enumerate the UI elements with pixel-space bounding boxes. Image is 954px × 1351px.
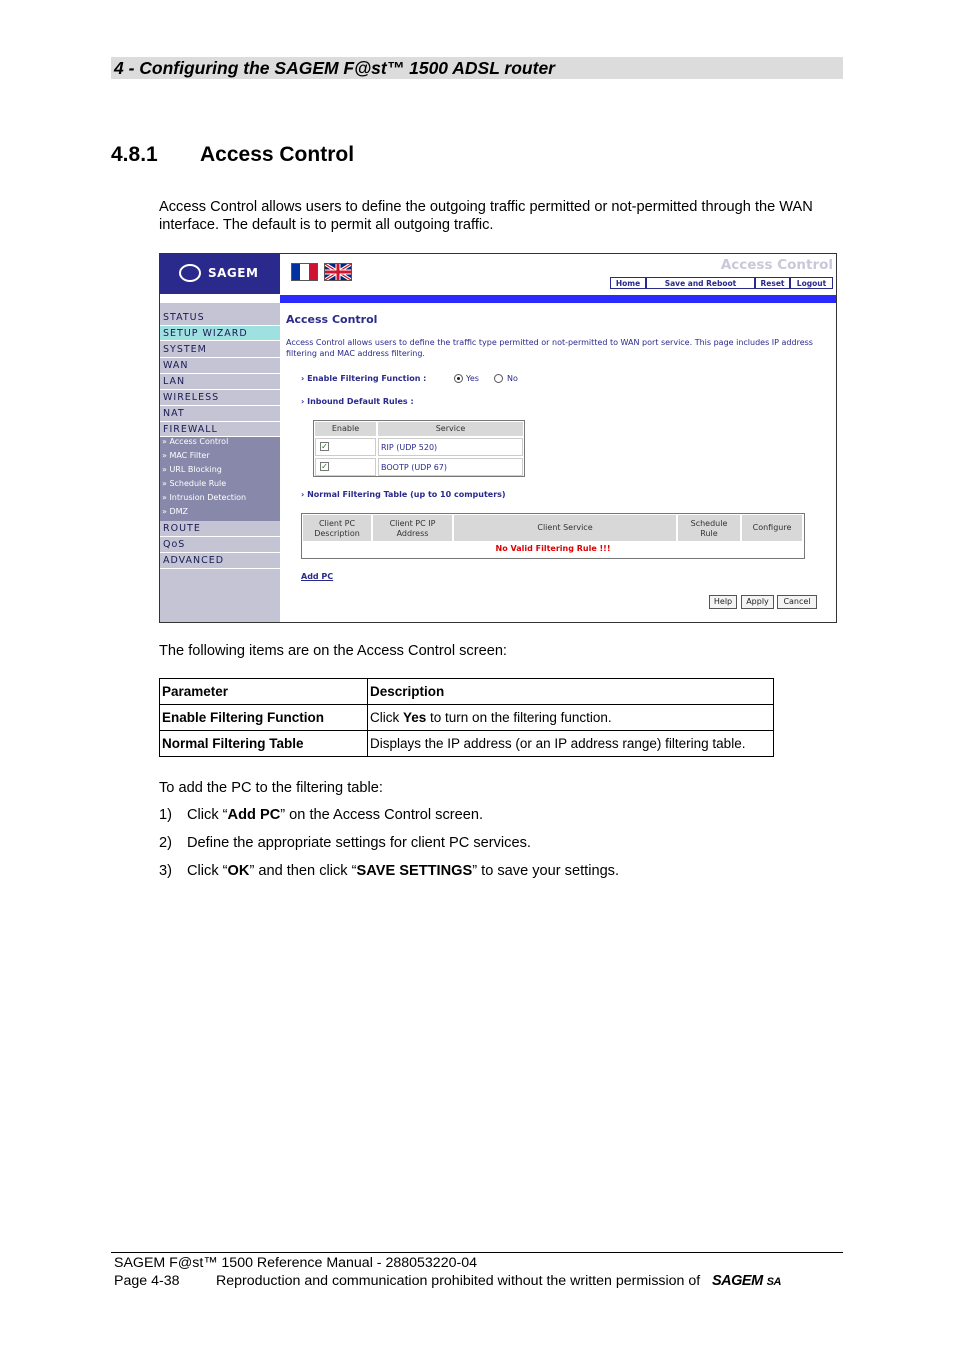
sidebar-item-qos[interactable]: QoS — [160, 537, 280, 553]
firewall-submenu — [160, 437, 280, 521]
footer-divider — [111, 1252, 843, 1253]
filtering-no-label: No — [507, 374, 518, 383]
sidebar-item-route[interactable]: ROUTE — [160, 521, 280, 537]
inbound-header-service: Service — [378, 422, 523, 436]
section-number: 4.8.1 — [111, 143, 158, 166]
param-normal-filtering: Normal Filtering Table — [160, 731, 368, 757]
reset-button[interactable]: Reset — [755, 277, 790, 289]
footer-sagem-logo: SAGEM SA — [712, 1273, 781, 1289]
table-row — [160, 731, 774, 757]
intro-paragraph: Access Control allows users to define the outgoing traffic permitted or not-permitted through the WAN interface. The default is to permit all outgoing traffic. — [159, 199, 813, 233]
logo-ring-icon — [179, 264, 201, 282]
filtering-no-radio[interactable] — [494, 374, 503, 383]
sagem-logo: SAGEM — [179, 264, 261, 284]
table-row — [160, 705, 774, 731]
apply-button[interactable]: Apply — [741, 595, 774, 609]
sidebar-item-setup-wizard[interactable]: SETUP WIZARD — [160, 326, 280, 341]
table-row — [315, 458, 376, 476]
inbound-header-enable: Enable — [315, 422, 376, 436]
submenu-mac-filter[interactable]: » MAC Filter — [162, 451, 210, 460]
content-title: Access Control — [286, 313, 378, 326]
help-button[interactable]: Help — [709, 595, 737, 609]
router-screenshot — [159, 253, 837, 623]
normal-table-label: › Normal Filtering Table (up to 10 computers) — [301, 490, 506, 499]
rip-enable-checkbox[interactable]: ✓ — [321, 442, 328, 451]
parameter-table — [159, 678, 774, 757]
footer-page-number: Page 4-38 — [114, 1273, 180, 1289]
enable-filtering-label: › Enable Filtering Function : — [301, 374, 427, 383]
chapter-title: 4 - Configuring the SAGEM F@st™ 1500 ADSL router — [114, 58, 555, 78]
router-page-title: Access Control — [720, 257, 833, 273]
header-configure: Configure — [742, 515, 802, 541]
sidebar-item-firewall[interactable]: FIREWALL — [160, 422, 280, 437]
sidebar-item-nat[interactable]: NAT — [160, 406, 280, 422]
filtering-yes-label: Yes — [466, 374, 479, 383]
sidebar — [160, 303, 280, 622]
header-band — [280, 295, 836, 303]
save-and-reboot-button[interactable]: Save and Reboot — [646, 277, 755, 289]
section-title: Access Control — [200, 143, 355, 166]
uk-flag-icon[interactable] — [324, 263, 352, 281]
inbound-rules-table — [313, 420, 525, 477]
no-rule-message: No Valid Filtering Rule !!! — [495, 544, 611, 553]
step-1: 1) Click “Add PC” on the Access Control screen. — [159, 807, 484, 823]
sidebar-item-wan[interactable]: WAN — [160, 358, 280, 374]
french-flag-icon[interactable] — [291, 263, 318, 281]
submenu-schedule-rule[interactable]: » Schedule Rule — [162, 479, 227, 488]
logout-button[interactable]: Logout — [790, 277, 833, 289]
sidebar-item-advanced[interactable]: ADVANCED — [160, 553, 280, 569]
table-row — [160, 679, 774, 705]
sidebar-item-system[interactable]: SYSTEM — [160, 342, 280, 358]
header-client-pc-ip: Client PC IP Address — [373, 515, 452, 541]
filtering-yes-radio[interactable] — [454, 374, 463, 383]
param-enable-filtering: Enable Filtering Function — [160, 705, 368, 731]
header-client-service: Client Service — [454, 515, 676, 541]
items-intro: The following items are on the Access Control screen: — [159, 643, 507, 659]
inbound-rules-label: › Inbound Default Rules : — [301, 397, 414, 406]
bootp-enable-checkbox[interactable]: ✓ — [321, 462, 328, 471]
home-button[interactable]: Home — [610, 277, 646, 289]
sidebar-item-lan[interactable]: LAN — [160, 374, 280, 390]
footer-manual-title: SAGEM F@st™ 1500 Reference Manual - 288053220-04 — [114, 1255, 477, 1271]
sidebar-item-status[interactable]: STATUS — [160, 310, 280, 326]
footer-reproduction-notice: Reproduction and communication prohibited without the written permission of — [216, 1273, 701, 1289]
content-description: Access Control allows users to define the traffic type permitted or not-permitted to WAN port service. This page includes IP address filtering and MAC address filtering. — [286, 338, 813, 358]
submenu-intrusion-detection[interactable]: » Intrusion Detection — [162, 493, 247, 502]
rip-service: RIP (UDP 520) — [378, 438, 523, 456]
step-3: 3) Click “OK” and then click “SAVE SETTINGS” to save your settings. — [159, 863, 620, 879]
sidebar-item-wireless[interactable]: WIRELESS — [160, 390, 280, 406]
add-pc-intro: To add the PC to the filtering table: — [159, 780, 383, 796]
header-description: Description — [368, 679, 774, 705]
bootp-service: BOOTP (UDP 67) — [378, 458, 523, 476]
table-row — [315, 438, 376, 456]
desc-enable-filtering: Click Yes to turn on the filtering function. — [368, 705, 774, 731]
normal-filtering-table — [301, 513, 805, 559]
cancel-button[interactable]: Cancel — [777, 595, 817, 609]
header-client-pc-description: Client PC Description — [303, 515, 371, 541]
header-parameter: Parameter — [160, 679, 368, 705]
submenu-url-blocking[interactable]: » URL Blocking — [162, 465, 222, 474]
add-pc-link[interactable]: Add PC — [301, 572, 334, 581]
step-2: 2) Define the appropriate settings for client PC services. — [159, 835, 531, 851]
submenu-access-control[interactable]: » Access Control — [162, 437, 229, 446]
header-schedule-rule: Schedule Rule — [678, 515, 740, 541]
submenu-dmz[interactable]: » DMZ — [162, 507, 188, 516]
desc-normal-filtering: Displays the IP address (or an IP address range) filtering table. — [368, 731, 774, 757]
